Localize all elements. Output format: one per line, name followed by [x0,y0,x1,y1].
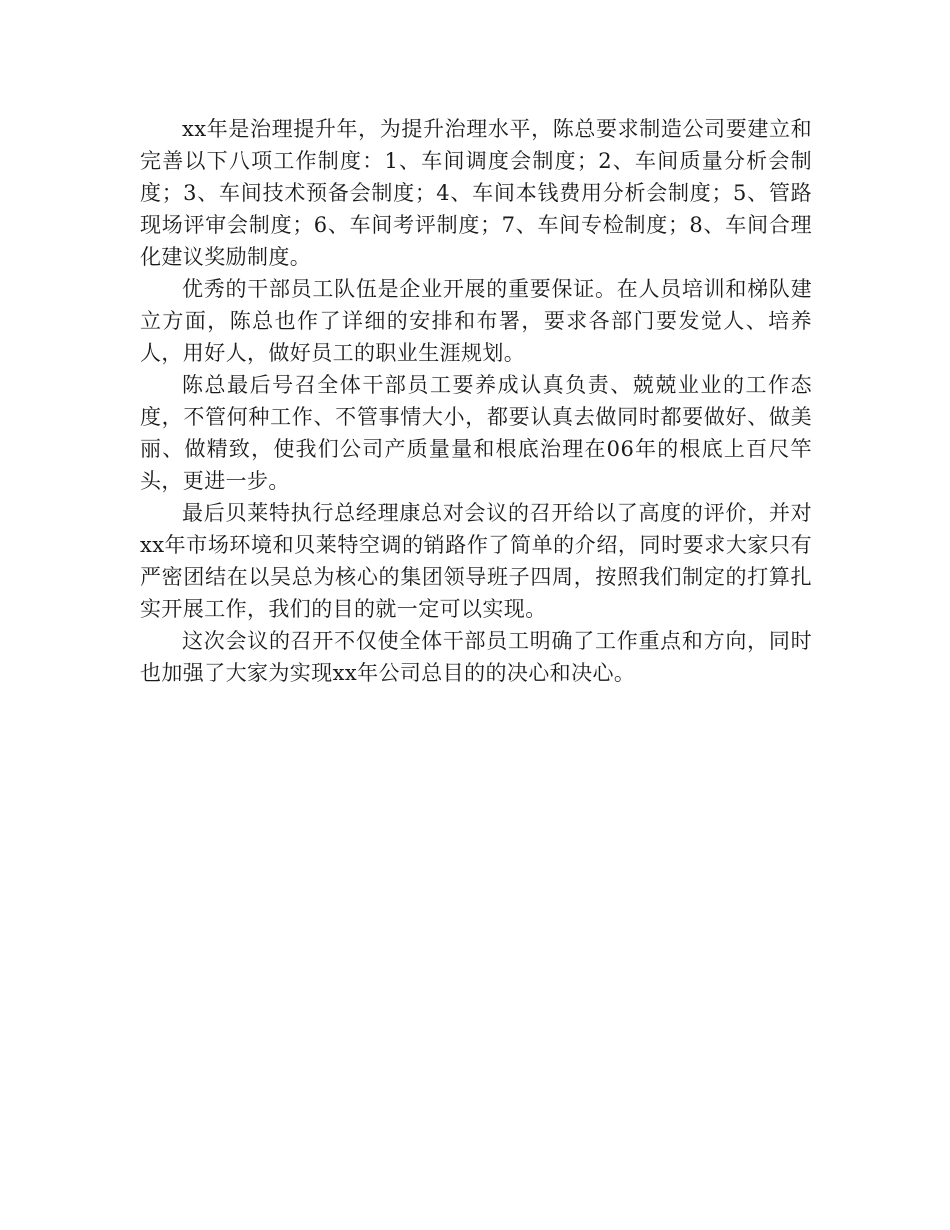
paragraph-3: 陈总最后号召全体干部员工要养成认真负责、兢兢业业的工作态度，不管何种工作、不管事情大小，都要认真去做同时都要做好、做美丽、做精致，使我们公司产质量量和根底治理在06年的根底上百尺竿头，更进一步。 [140,373,812,493]
document-body [140,113,812,689]
paragraph-1: xx年是治理提升年，为提升治理水平，陈总要求制造公司要建立和完善以下八项工作制度：1、车间调度会制度；2、车间质量分析会制度；3、车间技术预备会制度；4、车间本钱费用分析会制度；5、管路现场评审会制度；6、车间考评制度；7、车间专检制度；8、车间合理化建议奖励制度。 [140,117,812,269]
paragraph-4: 最后贝莱特执行总经理康总对会议的召开给以了高度的评价，并对xx年市场环境和贝莱特空调的销路作了简单的介绍，同时要求大家只有严密团结在以吴总为核心的集团领导班子四周，按照我们制定的打算扎实开展工作，我们的目的就一定可以实现。 [140,501,812,621]
paragraph-5: 这次会议的召开不仅使全体干部员工明确了工作重点和方向，同时也加强了大家为实现xx年公司总目的的决心和决心。 [140,629,812,685]
paragraph-2: 优秀的干部员工队伍是企业开展的重要保证。在人员培训和梯队建立方面，陈总也作了详细的安排和布署，要求各部门要发觉人、培养人，用好人，做好员工的职业生涯规划。 [140,277,812,365]
